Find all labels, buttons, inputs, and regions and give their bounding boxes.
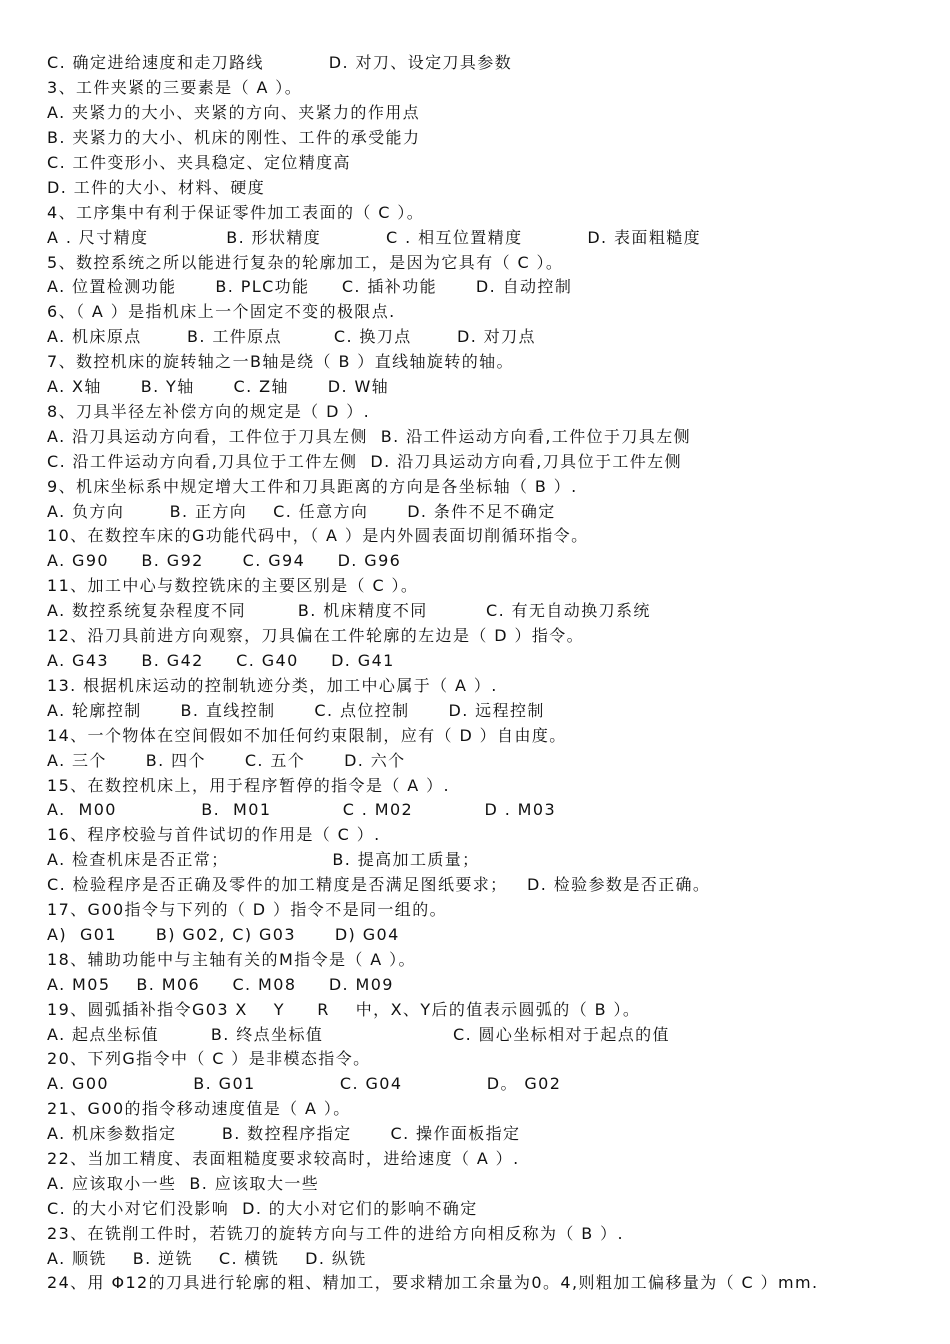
options-line: C. 的大小对它们没影响 D. 的大小对它们的影响不确定 [47,1199,478,1218]
options-line: A. 数控系统复杂程度不同 B. 机床精度不同 C. 有无自动换刀系统 [47,601,651,620]
question-line: 22、当加工精度、表面粗糙度要求较高时，进给速度（ A ）. [47,1149,520,1168]
question-line: 8、刀具半径左补偿方向的规定是（ D ）. [47,402,371,421]
options-line: A. M05 B. M06 C. M08 D. M09 [47,975,394,994]
question-line: 12、沿刀具前进方向观察，刀具偏在工件轮廓的左边是（ D ）指令。 [47,626,585,645]
text-line: D. 工件的大小、材料、硬度 [47,178,266,197]
question-line: 24、用 Φ12的刀具进行轮廓的粗、精加工，要求精加工余量为0。4,则粗加工偏移量为（ C ）mm. [47,1273,819,1292]
question-line: 5、数控系统之所以能进行复杂的轮廓加工，是因为它具有（ C ）。 [47,253,564,272]
question-line: 10、在数控车床的G功能代码中，（ A ）是内外圆表面切削循环指令。 [47,526,589,545]
options-line: A. 轮廓控制 B. 直线控制 C. 点位控制 D. 远程控制 [47,701,545,720]
question-line: 14、一个物体在空间假如不加任何约束限制，应有（ D ）自由度。 [47,726,567,745]
question-line: 16、程序校验与首件试切的作用是（ C ）. [47,825,381,844]
question-line: 15、在数控机床上，用于程序暂停的指令是（ A ）. [47,776,450,795]
options-line: C. 检验程序是否正确及零件的加工精度是否满足图纸要求； D. 检验参数是否正确。 [47,875,711,894]
text-line: C. 确定进给速度和走刀路线 D. 对刀、设定刀具参数 [47,53,513,72]
text-line: A. 夹紧力的大小、夹紧的方向、夹紧力的作用点 [47,103,421,122]
options-line: A) G01 B) G02, C) G03 D) G04 [47,925,400,944]
question-line: 13. 根据机床运动的控制轨迹分类，加工中心属于（ A ）. [47,676,498,695]
options-line: A. 机床参数指定 B. 数控程序指定 C. 操作面板指定 [47,1124,521,1143]
question-line: 4、工序集中有利于保证零件加工表面的（ C ）。 [47,203,425,222]
question-line: 3、工件夹紧的三要素是（ A ）。 [47,78,303,97]
options-line: A. 三个 B. 四个 C. 五个 D. 六个 [47,751,406,770]
question-line: 23、在铣削工件时，若铣刀的旋转方向与工件的进给方向相反称为（ B ）. [47,1224,624,1243]
question-line: 17、G00指令与下列的（ D ）指令不是同一组的。 [47,900,448,919]
options-line: A. 负方向 B. 正方向 C. 任意方向 D. 条件不足不确定 [47,502,556,521]
options-line: A. M00 B. M01 C . M02 D . M03 [47,800,557,819]
options-line: A. 机床原点 B. 工件原点 C. 换刀点 D. 对刀点 [47,327,536,346]
options-line: A. X轴 B. Y轴 C. Z轴 D. W轴 [47,377,390,396]
options-line: A. G00 B. G01 C. G04 D。 G02 [47,1074,562,1093]
options-line: A. 应该取小一些 B. 应该取大一些 [47,1174,320,1193]
options-line: C. 沿工件运动方向看,刀具位于工件左侧 D. 沿刀具运动方向看,刀具位于工件左侧 [47,452,682,471]
options-line: A. 位置检测功能 B. PLC功能 C. 插补功能 D. 自动控制 [47,277,573,296]
options-line: A . 尺寸精度 B. 形状精度 C . 相互位置精度 D. 表面粗糙度 [47,228,702,247]
question-line: 11、加工中心与数控铣床的主要区别是（ C ）。 [47,576,419,595]
text-line: C. 工件变形小、夹具稳定、定位精度高 [47,153,351,172]
options-line: A. 沿刀具运动方向看，工件位于刀具左侧 B. 沿工件运动方向看,工件位于刀具左侧 [47,427,692,446]
options-line: A. 检查机床是否正常； B. 提高加工质量； [47,850,480,869]
options-line: A. G90 B. G92 C. G94 D. G96 [47,551,402,570]
question-line: 19、圆弧插补指令G03 X Y R 中，X、Y后的值表示圆弧的（ B ）。 [47,1000,641,1019]
question-line: 6、（ A ）是指机床上一个固定不变的极限点. [47,302,396,321]
options-line: A. 顺铣 B. 逆铣 C. 横铣 D. 纵铣 [47,1249,367,1268]
text-line: B. 夹紧力的大小、机床的刚性、工件的承受能力 [47,128,421,147]
question-line: 20、下列G指令中（ C ）是非模态指令。 [47,1049,371,1068]
question-line: 21、G00的指令移动速度值是（ A ）。 [47,1099,351,1118]
question-line: 7、数控机床的旋转轴之一B轴是绕（ B ）直线轴旋转的轴。 [47,352,514,371]
options-line: A. G43 B. G42 C. G40 D. G41 [47,651,395,670]
question-line: 9、机床坐标系中规定增大工件和刀具距离的方向是各坐标轴（ B ）. [47,477,578,496]
options-line: A. 起点坐标值 B. 终点坐标值 C. 圆心坐标相对于起点的值 [47,1025,670,1044]
question-line: 18、辅助功能中与主轴有关的M指令是（ A ）。 [47,950,416,969]
